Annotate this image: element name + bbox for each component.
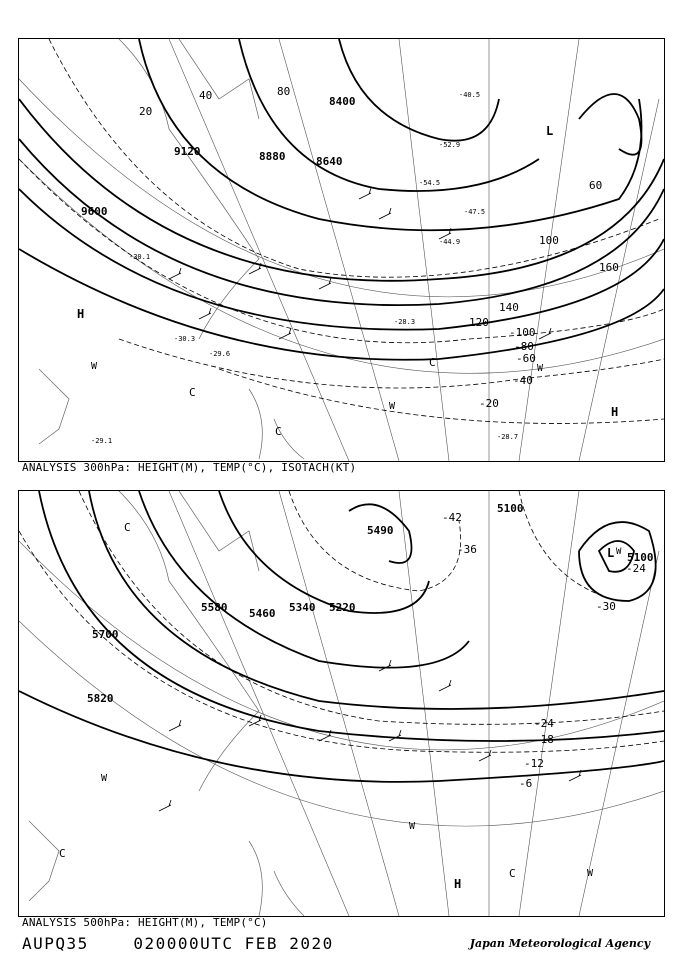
height-label-5340: 5340 bbox=[289, 601, 316, 614]
height-label-5490: 5490 bbox=[367, 524, 394, 537]
cold-mark: C bbox=[189, 386, 196, 399]
product-code-and-time: AUPQ35 020000UTC FEB 2020 bbox=[22, 934, 334, 953]
temp-label: -6 bbox=[519, 777, 533, 790]
map-500hpa bbox=[19, 491, 664, 916]
temp-label: -12 bbox=[524, 757, 544, 770]
warm-mark: W bbox=[101, 773, 108, 784]
height-label-5100: 5100 bbox=[497, 502, 524, 515]
caption-300hpa: ANALYSIS 300hPa: HEIGHT(M), TEMP(°C), ISOTACH(KT) bbox=[22, 461, 357, 474]
height-label-9600: 9600 bbox=[81, 205, 108, 218]
low-pressure-center: L bbox=[546, 124, 554, 138]
cold-mark: C bbox=[509, 867, 516, 880]
map-panel-300hpa bbox=[18, 38, 665, 462]
temp-label: -28.3 bbox=[394, 318, 416, 326]
isotach-label: -40 bbox=[513, 374, 533, 387]
low-pressure-center: L bbox=[607, 546, 615, 560]
height-label-5820: 5820 bbox=[87, 692, 114, 705]
map-300hpa bbox=[19, 39, 664, 461]
height-label-5100: 5100 bbox=[627, 551, 654, 564]
agency-credit: Japan Meteorological Agency bbox=[469, 937, 650, 950]
temp-label: -30 bbox=[596, 600, 616, 613]
temp-label: -30.1 bbox=[129, 253, 151, 261]
caption-500hpa: ANALYSIS 500hPa: HEIGHT(M), TEMP(°C) bbox=[22, 916, 268, 929]
height-contours bbox=[19, 39, 664, 360]
temp-label: -52.9 bbox=[439, 141, 461, 149]
temp-label: -30.3 bbox=[174, 335, 196, 343]
high-pressure-center: H bbox=[611, 405, 619, 419]
warm-mark: W bbox=[587, 868, 594, 879]
temp-label: -24 bbox=[626, 562, 646, 575]
temp-label: -29.6 bbox=[209, 350, 231, 358]
warm-mark: W bbox=[389, 401, 396, 412]
height-label-5700: 5700 bbox=[92, 628, 119, 641]
height-label-5460: 5460 bbox=[249, 607, 276, 620]
height-label-9120: 9120 bbox=[174, 145, 201, 158]
temp-label: -28.7 bbox=[497, 433, 519, 441]
temp-label: -44.9 bbox=[439, 238, 461, 246]
isotach-label: -20 bbox=[479, 397, 499, 410]
isotach-label: 100 bbox=[539, 234, 559, 247]
height-label-8880: 8880 bbox=[259, 150, 286, 163]
temp-label: -24 bbox=[534, 717, 554, 730]
isotach-label: -100 bbox=[509, 326, 536, 339]
cold-mark: C bbox=[429, 356, 436, 369]
temp-label: -40.5 bbox=[459, 91, 481, 99]
temp-label: -29.1 bbox=[91, 437, 113, 445]
isotach-label: 60 bbox=[589, 179, 603, 192]
isotach-label: 40 bbox=[199, 89, 213, 102]
isotach-label: 160 bbox=[599, 261, 619, 274]
isotach-label: 20 bbox=[139, 105, 153, 118]
temp-label: -18 bbox=[534, 733, 554, 746]
temp-label: -54.5 bbox=[419, 179, 441, 187]
height-label-8400: 8400 bbox=[329, 95, 356, 108]
cold-mark: C bbox=[275, 425, 282, 438]
height-label-8640: 8640 bbox=[316, 155, 343, 168]
coastline bbox=[29, 491, 304, 916]
warm-mark: W bbox=[537, 363, 544, 374]
high-pressure-center: H bbox=[77, 307, 85, 321]
isotach-label: -80 bbox=[514, 340, 534, 353]
height-label-5580: 5580 bbox=[201, 601, 228, 614]
isotach-label: 120 bbox=[469, 316, 489, 329]
warm-mark: W bbox=[409, 821, 416, 832]
cold-mark: C bbox=[59, 847, 66, 860]
temp-label: -36 bbox=[457, 543, 477, 556]
high-pressure-center: H bbox=[454, 877, 462, 891]
isotach-label: 140 bbox=[499, 301, 519, 314]
isotach-label: 80 bbox=[277, 85, 291, 98]
warm-mark: W bbox=[91, 361, 98, 372]
coastline bbox=[39, 39, 304, 459]
temp-label: -47.5 bbox=[464, 208, 486, 216]
cold-mark: C bbox=[124, 521, 131, 534]
isotach-label: -60 bbox=[516, 352, 536, 365]
height-label-5220: 5220 bbox=[329, 601, 356, 614]
temp-label: -42 bbox=[442, 511, 462, 524]
warm-mark: W bbox=[616, 547, 622, 557]
map-panel-500hpa bbox=[18, 490, 665, 917]
